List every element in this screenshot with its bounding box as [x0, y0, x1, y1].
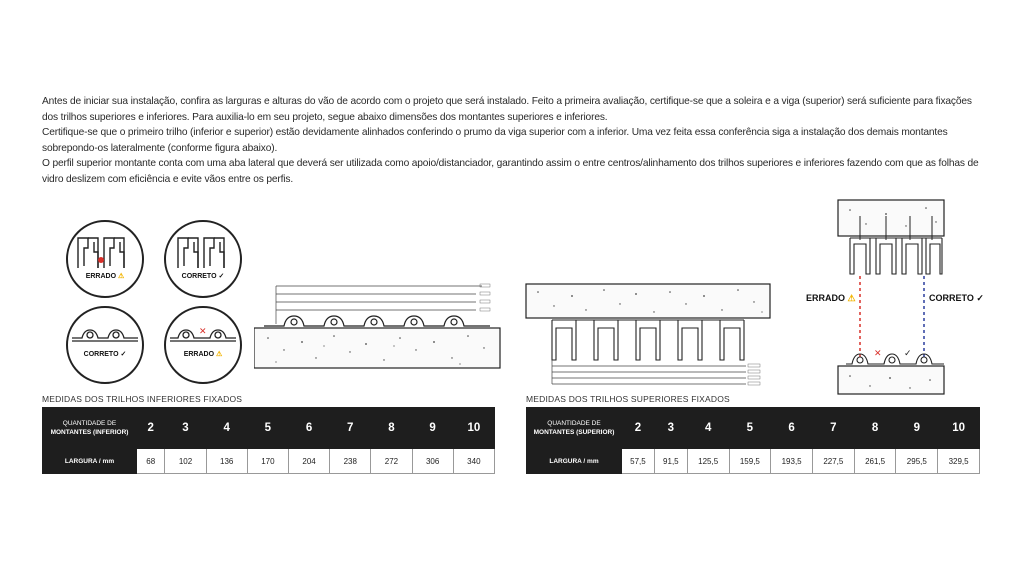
- quantity-cell: 9: [412, 408, 453, 449]
- circle-label: [166, 350, 240, 358]
- width-cell: 193,5: [771, 449, 813, 474]
- upper-profiles: [552, 320, 744, 360]
- width-cell: 261,5: [854, 449, 896, 474]
- circle-label-text: CORRETO: [83, 351, 119, 358]
- quantity-cell: 9: [896, 408, 938, 449]
- rail-profiles: [264, 316, 490, 326]
- header-line-1: QUANTIDADE DE: [547, 420, 601, 427]
- vertical-profiles-drawing: [68, 222, 142, 296]
- quantity-cell: 4: [687, 408, 729, 449]
- correto-label-text: CORRETO: [929, 293, 974, 303]
- quantity-cell: 7: [812, 408, 854, 449]
- cross-mark-icon: ✕: [874, 349, 882, 359]
- table-header-row: [43, 408, 495, 449]
- table-row: [527, 449, 980, 474]
- circle-label-text: ERRADO: [85, 273, 117, 280]
- width-cell: 136: [206, 449, 247, 474]
- width-cell: 272: [371, 449, 412, 474]
- upper-profiles: [850, 238, 942, 274]
- concrete-sill: [254, 328, 500, 368]
- superior-table-title: MEDIDAS DOS TRILHOS SUPERIORES FIXADOS: [526, 394, 730, 404]
- circle-label: [68, 272, 142, 280]
- circle-detail-correto-vertical: [164, 220, 242, 298]
- header-line-2: MONTANTES (INFERIOR): [50, 429, 129, 436]
- circle-detail-errado-vertical: [66, 220, 144, 298]
- circle-detail-correto-rail: [66, 306, 144, 384]
- warning-icon: ⚠: [216, 351, 223, 358]
- quantity-cell: 7: [330, 408, 371, 449]
- warning-icon: ⚠: [118, 273, 125, 280]
- width-cell: 57,5: [622, 449, 655, 474]
- circle-detail-errado-rail: [164, 306, 242, 384]
- upper-rail-drawing: [524, 280, 772, 386]
- width-cell: 159,5: [729, 449, 771, 474]
- quantity-cell: 5: [247, 408, 288, 449]
- inferior-table: [42, 407, 495, 474]
- quantity-cell: 2: [622, 408, 655, 449]
- errado-label-text: ERRADO: [806, 293, 846, 303]
- dimension-labels: [480, 284, 490, 311]
- circle-label-text: CORRETO: [181, 273, 217, 280]
- circle-label: [68, 350, 142, 358]
- quantity-cell: 2: [137, 408, 165, 449]
- circle-label-text: ERRADO: [183, 351, 215, 358]
- width-cell: 329,5: [938, 449, 980, 474]
- concrete-beam: [838, 200, 944, 236]
- header-line-2: MONTANTES (SUPERIOR): [533, 429, 615, 436]
- table-row: [43, 449, 495, 474]
- width-cell: 125,5: [687, 449, 729, 474]
- intro-paragraph-3: O perfil superior montante conta com uma aba lateral que deverá ser utilizada como apoio/distanciador, garantindo assim o entre centros/alinhamento dos trilhos superiores e inferiores fazendo com que as folhas de vidro deslizem com eficiência e evite vãos entre os perfis.: [42, 158, 979, 185]
- check-icon: ✓: [976, 293, 984, 303]
- table-header-label: [43, 408, 137, 449]
- intro-paragraph-1: Antes de iniciar sua instalação, confira as larguras e alturas do vão de acordo com o projeto que será instalado. Feito a primeira avaliação, certifique-se que a soleira e a viga (superior) será suficiente para fixações dos trilhos superiores e inferiores. Para auxilia-lo em seu projeto, segue abaixo dimensões dos montantes superiores e inferiores.: [42, 96, 972, 123]
- width-cell: 91,5: [654, 449, 687, 474]
- width-cell: 204: [288, 449, 329, 474]
- width-cell: 238: [330, 449, 371, 474]
- width-cell: 306: [412, 449, 453, 474]
- inferior-table-title: MEDIDAS DOS TRILHOS INFERIORES FIXADOS: [42, 394, 243, 404]
- quantity-cell: 6: [771, 408, 813, 449]
- quantity-cell: 4: [206, 408, 247, 449]
- row-label: LARGURA / mm: [527, 449, 622, 474]
- header-line-1: QUANTIDADE DE: [62, 420, 117, 427]
- intro-text: [42, 94, 982, 188]
- errado-label: [806, 293, 856, 304]
- table-header-label: [527, 408, 622, 449]
- width-cell: 340: [453, 449, 494, 474]
- width-cell: 227,5: [812, 449, 854, 474]
- dimension-labels: [748, 364, 760, 385]
- quantity-cell: 10: [938, 408, 980, 449]
- table-header-row: [527, 408, 980, 449]
- cross-mark-icon: ✕: [199, 327, 207, 337]
- rail-profile-drawing: [68, 308, 142, 382]
- dimension-lines: [276, 286, 482, 324]
- row-label: LARGURA / mm: [43, 449, 137, 474]
- quantity-cell: 6: [288, 408, 329, 449]
- width-cell: 68: [137, 449, 165, 474]
- quantity-cell: 8: [854, 408, 896, 449]
- circle-label: [166, 272, 240, 280]
- quantity-cell: 3: [165, 408, 206, 449]
- vertical-profiles-drawing: [166, 222, 240, 296]
- check-icon: ✓: [904, 349, 912, 359]
- quantity-cell: 3: [654, 408, 687, 449]
- correto-label: [929, 293, 984, 304]
- concrete-beam: [526, 284, 770, 318]
- check-icon: ✓: [120, 351, 127, 358]
- lower-rail-drawing: [254, 280, 502, 372]
- warning-icon: ⚠: [847, 293, 856, 303]
- width-cell: 295,5: [896, 449, 938, 474]
- quantity-cell: 8: [371, 408, 412, 449]
- dimension-lines: [552, 360, 746, 384]
- intro-paragraph-2: Certifique-se que o primeiro trilho (inferior e superior) estão devidamente alinhados conferindo o prumo da viga superior com a inferior. Uma vez feita essa conferência siga a instalação dos demais montantes sobrepondo-os lateralmente (conforme figura abaixo).: [42, 127, 948, 154]
- width-cell: 102: [165, 449, 206, 474]
- width-cell: 170: [247, 449, 288, 474]
- check-icon: ✓: [218, 273, 225, 280]
- concrete-sill: [838, 366, 944, 394]
- superior-table: [526, 407, 980, 474]
- rail-profile-drawing: [166, 308, 240, 382]
- quantity-cell: 10: [453, 408, 494, 449]
- quantity-cell: 5: [729, 408, 771, 449]
